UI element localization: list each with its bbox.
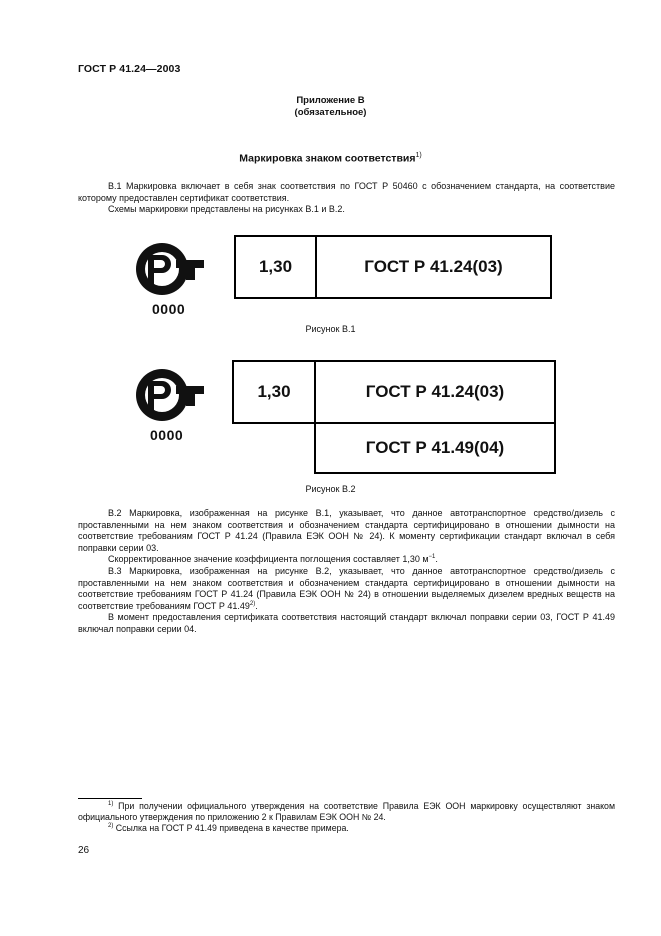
pst-logo-icon — [136, 240, 208, 298]
coefficient-unit-exponent: −1 — [428, 554, 436, 561]
standard-designation-box: ГОСТ Р 41.24(03) — [315, 235, 552, 299]
section-title — [0, 152, 661, 165]
figure-caption-1: Рисунок В.1 — [305, 324, 356, 334]
paragraph-b4: В момент предоставления сертификата соответствия настоящий стандарт включал поправки серии 03, ГОСТ Р 41.49 включал поправки серии 04. — [78, 612, 615, 634]
figure-caption-2: Рисунок В.2 — [305, 484, 356, 494]
coefficient-text: Скорректированное значение коэффициента поглощения составляет 1,30 м — [108, 554, 429, 565]
paragraph-b3 — [78, 566, 615, 612]
footnote-1-mark: 1) — [108, 801, 114, 807]
coefficient-end: . — [435, 554, 438, 565]
paragraph-coefficient — [78, 554, 615, 566]
body-text — [78, 508, 615, 636]
document-header: ГОСТ Р 41.24—2003 — [78, 63, 181, 75]
paragraph-b3-end: . — [255, 600, 258, 611]
title-footnote-ref: 1) — [415, 152, 422, 159]
pst-logo-icon — [136, 366, 208, 424]
appendix-label: Приложение В — [296, 95, 365, 106]
intro-paragraph-1: В.1 Маркировка включает в себя знак соответствия по ГОСТ Р 50460 с обозначением стандарта, на соответствие которому предоставлен сертификат соответствия. — [78, 181, 615, 203]
paragraph-b3-text: В.3 Маркировка, изображенная на рисунке В.2, указывает, что данное автотранспортное средство/дизель с проставленными на нем знаком соответствия и обозначением стандарта сертифицировано в отношении дымности на соответствие требованиям ГОСТ Р 41.24 (Правила ЕЭК ООН № 24) в отношении выделяемых дизелем вредных веществ на соответствие требованиям ГОСТ Р 41.49 — [78, 565, 615, 611]
appendix-status: (обязательное) — [294, 107, 367, 118]
footnote-1-text: При получении официального утверждения на соответствие Правила ЕЭК ООН маркировку осуществляют знаком официального утверждения по приложению 2 к Правилам ЕЭК ООН № 24. — [78, 801, 615, 822]
appendix-heading — [0, 95, 661, 119]
certification-body-code: 0000 — [150, 427, 184, 443]
standard-designation-box-2: ГОСТ Р 41.49(04) — [314, 422, 556, 474]
footnote-2-text: Ссылка на ГОСТ Р 41.49 приведена в качестве примера. — [115, 823, 349, 833]
absorption-value-box: 1,30 — [234, 235, 317, 299]
standard-designation-box-1: ГОСТ Р 41.24(03) — [314, 360, 556, 424]
intro-text — [78, 181, 615, 216]
footnote-1 — [78, 801, 615, 823]
absorption-value-box: 1,30 — [232, 360, 316, 424]
footnote-2-mark: 2) — [108, 823, 114, 829]
page-number: 26 — [78, 845, 90, 856]
section-title-text: Маркировка знаком соответствия — [239, 152, 416, 165]
footnote-ref-2: 2) — [249, 600, 256, 607]
footnote-2 — [78, 823, 615, 834]
paragraph-b2: В.2 Маркировка, изображенная на рисунке В.1, указывает, что данное автотранспортное средство/дизель с проставленными на нем знаком соответствия и обозначением стандарта сертифицировано в отношении дымности на соответствие требованиям ГОСТ Р 41.24 (Правила ЕЭК ООН № 24). К моменту сертификации стандарт включал в себя поправки серии 03. — [78, 508, 615, 553]
footnotes — [78, 801, 615, 834]
certification-body-code: 0000 — [152, 301, 186, 317]
intro-paragraph-2: Схемы маркировки представлены на рисунках В.1 и В.2. — [108, 204, 345, 215]
footnote-divider — [78, 798, 142, 799]
